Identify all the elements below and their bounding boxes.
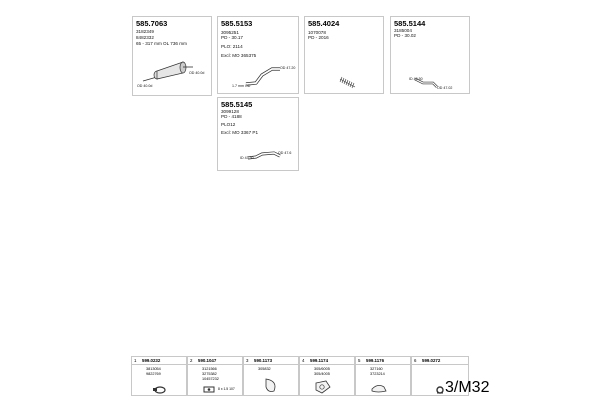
accessory-ref: 10457232 (202, 377, 219, 381)
accessory-index: 2 (190, 358, 193, 363)
part-exclusion: Excl: MO 365375 (221, 53, 257, 58)
part-note: PD - 2016 (308, 35, 329, 40)
accessory-number: 590.1047 (198, 358, 217, 363)
hanger-icon (244, 357, 300, 397)
accessory-cell-1[interactable] (131, 356, 187, 396)
part-card-585-5153[interactable] (217, 16, 299, 94)
callout-2: 1.7 mm OD (232, 84, 251, 88)
accessory-ref: 3813054 (146, 367, 161, 371)
part-card-585-5144[interactable] (390, 16, 470, 94)
part-note: PD - 30.02 (394, 33, 416, 38)
accessory-ref: 3275382 (202, 372, 217, 376)
accessory-index: 4 (302, 358, 305, 363)
clamp-icon (132, 357, 188, 397)
callout-2: OD 47.02 (437, 86, 453, 90)
part-number: 585.5145 (221, 100, 253, 109)
part-number: 585.7063 (136, 19, 168, 28)
accessory-ref: 9822769 (146, 372, 161, 376)
accessory-number: 599.1176 (366, 358, 385, 363)
part-note: PLO12 (221, 122, 236, 127)
part-ref: 8482332 (136, 35, 154, 40)
part-note: PD - 30.17 (221, 35, 243, 40)
part-note: PD - 4188 (221, 114, 242, 119)
accessory-ref: 3121566 (202, 367, 217, 371)
accessory-index: 1 (134, 358, 137, 363)
callout-1: OD 40.0d (189, 71, 205, 75)
part-dimensions: 65 - 317 mm OL 736 mm (136, 41, 187, 46)
ring-icon (412, 357, 490, 397)
part-ref: 3182349 (136, 29, 154, 34)
accessory-number: 599.1174 (310, 358, 329, 363)
part-ref: 3099128 (221, 109, 239, 114)
part-ref: 3185004 (394, 28, 412, 33)
part-card-585-7063[interactable] (132, 16, 212, 96)
accessory-index: 3 (246, 358, 249, 363)
accessory-cell-3[interactable] (243, 356, 299, 396)
accessory-index: 5 (358, 358, 361, 363)
accessory-cell-4[interactable] (299, 356, 355, 396)
accessory-number: 599.0232 (142, 358, 161, 363)
part-number: 585.5144 (394, 19, 426, 28)
accessory-ref: 305832 (258, 367, 271, 371)
callout-1: ID 49.50 (409, 77, 423, 81)
accessory-cell-5[interactable] (355, 356, 411, 396)
gasket-icon (300, 357, 356, 397)
accessory-number: 599.0272 (422, 358, 441, 363)
bracket-icon (188, 357, 244, 397)
callout-2: OD 40.0d (137, 84, 153, 88)
accessory-ref: 305/6005 (314, 367, 330, 371)
part-number: 585.4024 (308, 19, 340, 28)
part-exclusion: Excl: MO 3367 P1 (221, 130, 259, 135)
accessory-ref: 327160 (370, 367, 383, 371)
accessories-strip (131, 356, 490, 396)
rubber-mount-icon (356, 357, 412, 397)
accessory-cell-6[interactable] (411, 356, 490, 396)
accessory-ref: 305/4005 (314, 372, 330, 376)
callout-1: OD 47.20 (280, 66, 296, 70)
accessory-callout: 8 x 1.5 107 (218, 387, 235, 391)
accessory-ref: 3723214 (370, 372, 385, 376)
callout-2: OD 47.6 (278, 151, 292, 155)
part-note: PLO: 2114 (221, 44, 243, 49)
accessory-number: 590.1173 (254, 358, 273, 363)
part-ref: 3095251 (221, 30, 239, 35)
part-card-585-5145[interactable] (217, 97, 299, 171)
accessory-cell-2[interactable] (187, 356, 243, 396)
callout-1: ID 43.50 (240, 156, 254, 160)
part-number: 585.5153 (221, 19, 253, 28)
part-card-585-4024[interactable] (304, 16, 384, 94)
accessory-index: 6 (414, 358, 417, 363)
flex-pipe-drawing (305, 17, 385, 95)
accessory-callout: 3/M32 (445, 379, 490, 396)
part-ref: 1070078 (308, 30, 326, 35)
